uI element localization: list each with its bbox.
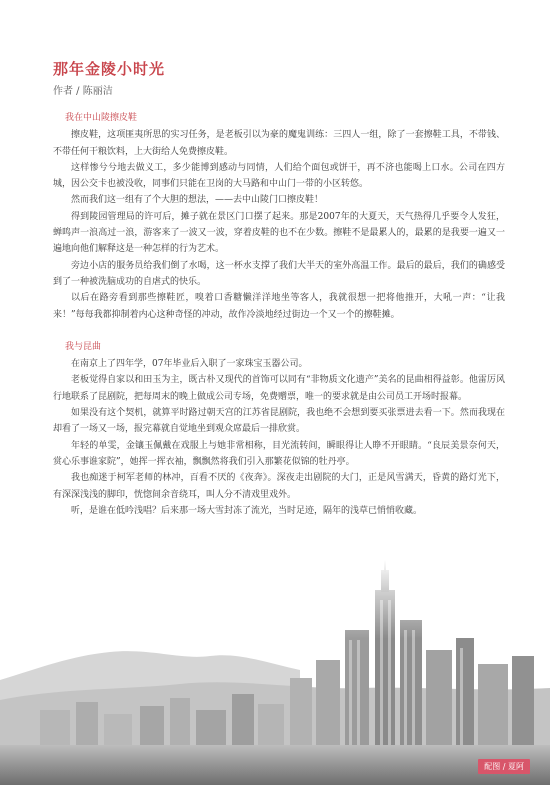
city-skyline-illustration: [0, 560, 550, 785]
paragraph: 听，是谁在低吟浅唱？后来那一场大雪封冻了流光，当时足迹，隔年的浅草已悄悄收藏。: [71, 505, 423, 516]
paragraph: 如果没有这个契机，就算平时路过朝天宫的江苏省昆剧院，我也绝不会想到要买张票进去看一下。然而我现在却看了一场又一场，报完幕就自觉地坐到观众席最后一排欣赏。: [53, 408, 505, 435]
paragraph: 得到陵园管理局的许可后，摊子就在景区门口摆了起来。那是2007年的大夏天，天气热得几乎要令人发狂，蝉鸣声一浪高过一浪，游客来了一波又一波，穿着皮鞋的也不在少数。擦鞋不是最累人的，最累的是我要一遍又一遍地向他们解释这是一种怎样的行为艺术。: [53, 211, 505, 255]
paragraph: 然而我们这一组有了个大胆的想法，——去中山陵门口擦皮鞋！: [71, 195, 324, 206]
skyline-drawing: [0, 560, 550, 785]
paragraph: 老板觉得自家以和田玉为主，既古朴又现代的首饰可以同有“非物质文化遗产”美名的昆曲相得益彰。他雷厉风行地联系了昆剧院，把每周末的晚上做成公司专场，免费赠票，唯一的要求就是由公司员工开场时报幕。: [53, 375, 505, 402]
paragraph: 年轻的单雯，金镶玉佩戴在戏服上与她非常相称，目光流转间，瞬眼得让人睁不开眼睛。“良辰美景奈何天，赏心乐事谁家院”，她挥一挥衣袖，飘飘然将我们引入那繁花似锦的牡丹亭。: [53, 440, 505, 467]
article-body: [53, 110, 505, 519]
section-shoeshine: [53, 110, 505, 323]
paragraph: 以后在路旁看到那些擦鞋匠，嗅着口香糖懒洋洋地坐等客人，我就很想一把将他推开，大吼一声：“让我来！”每每我都抑制着内心这种奇怪的冲动，故作冷淡地经过街边一个又一个的擦鞋摊。: [53, 293, 505, 320]
paragraph: 这样惨兮兮地去做义工，多少能博到感动与同情，人们给个面包或饼干，再不济也能喝上口水。公司在四方城，因公交卡也被没收，同事们只能在卫岗的大马路和中山门一带的小区转悠。: [53, 162, 505, 190]
paragraph: 擦皮鞋，这项匪夷所思的实习任务，是老板引以为豪的魔鬼训练：三四人一组，除了一套擦鞋工具，不带钱、不带任何干粮饮料，上大街给人免费擦皮鞋。: [53, 130, 505, 157]
section-kunqu: [53, 339, 505, 519]
illustration-credit: 配图 / 夏阿: [478, 759, 530, 774]
article-title: 那年金陵小时光: [53, 60, 166, 78]
article-author: 作者 / 陈丽洁: [53, 86, 113, 97]
paragraph: 在南京上了四年学，07年毕业后入职了一家珠宝玉器公司。: [71, 359, 308, 370]
paragraph: 我也痴迷于柯军老师的林冲，百看不厌的《夜奔》。深夜走出剧院的大门，正是风雪满天，昏黄的路灯光下，有深深浅浅的脚印，恍惚间余音绕耳，叫人分不清戏里戏外。: [53, 473, 505, 500]
section-heading: 我在中山陵擦皮鞋: [65, 113, 138, 123]
paragraph: 旁边小店的服务员给我们倒了水喝，这一杯水支撑了我们大半天的室外高温工作。最后的最后，我们的确感受到了一种被洗脑成功的自虐式的快乐。: [53, 260, 505, 287]
section-heading: 我与昆曲: [65, 341, 102, 352]
